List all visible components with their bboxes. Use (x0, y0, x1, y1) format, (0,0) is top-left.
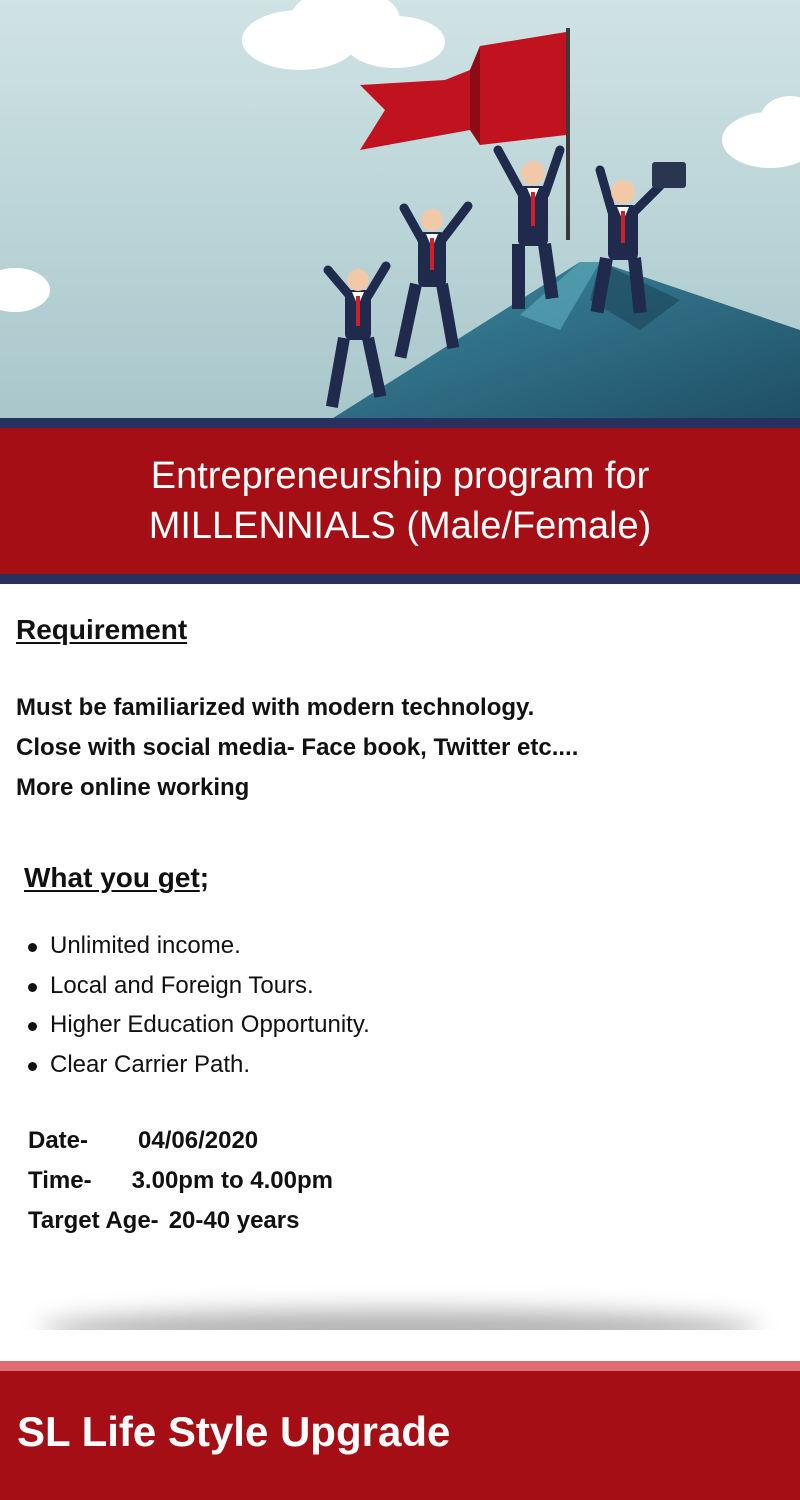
benefits-list (28, 926, 370, 1084)
event-details (28, 1121, 333, 1241)
mountain-summit-illustration (0, 0, 800, 420)
target-age-value: 20-40 years (168, 1207, 300, 1234)
requirement-line: More online working (16, 774, 250, 801)
target-age-label: Target Age- (28, 1207, 159, 1234)
benefit-item: Clear Carrier Path. (28, 1045, 370, 1085)
benefit-item: Unlimited income. (28, 926, 370, 966)
time-label: Time- (28, 1167, 92, 1194)
date-value: 04/06/2020 (138, 1127, 259, 1154)
program-title-banner (0, 428, 800, 574)
title-bottom-rule (0, 574, 800, 584)
benefit-item: Higher Education Opportunity. (28, 1005, 370, 1045)
program-title-line-1: Entrepreneurship program for (150, 455, 650, 497)
program-title-line-2: MILLENNIALS (Male/Female) (148, 505, 652, 547)
time-value: 3.00pm to 4.00pm (131, 1167, 333, 1194)
benefits-heading: What you get; (24, 862, 210, 893)
footer-banner (0, 1371, 800, 1500)
benefit-item: Local and Foreign Tours. (28, 966, 370, 1006)
title-top-rule (0, 418, 800, 428)
hero-illustration (0, 0, 800, 420)
event-time-row (28, 1161, 333, 1201)
event-date-row (28, 1121, 333, 1161)
target-age-row (28, 1201, 333, 1241)
requirement-heading: Requirement (16, 614, 188, 645)
requirement-line: Must be familiarized with modern technology. (16, 694, 535, 721)
date-label: Date- (28, 1127, 89, 1154)
requirement-list (16, 688, 776, 808)
brand-name: SL Life Style Upgrade (17, 1408, 451, 1455)
requirement-line: Close with social media- Face book, Twitter etc.... (16, 734, 579, 761)
briefcase-icon (652, 162, 686, 188)
divider-shadow (0, 1270, 800, 1330)
footer-accent-rule (0, 1361, 800, 1371)
